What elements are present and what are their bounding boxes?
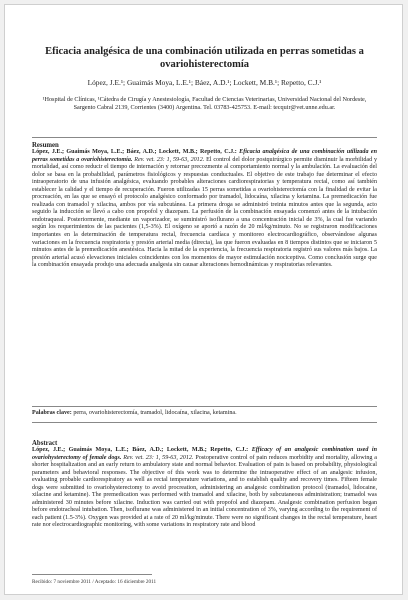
keywords-text: perra, ovariohisterectomía, tramadol, lidocaína, xilacina, ketamina. — [73, 410, 237, 416]
affiliation: ¹Hospital de Clínicas, ¹Cátedra de Cirugía y Anestesiología, Facultad de Ciencias Veterinarias, Universidad Nacional del Nordeste, Sargento Cabral 2139, Corrientes (3400) Argentina. Tel. 03783-425753. E-mail: tecquir@vet.unne.edu.ar. — [42, 96, 367, 112]
abstract-body — [32, 447, 377, 530]
abstract-citation-title: Efficacy of an analgesic combination used in ovariohysterectomy of female dogs. — [32, 447, 377, 461]
paper-page — [4, 4, 403, 595]
abstract-text: Postoperative control of pain reduces morbidity and mortality, allowing a shorter hospitalization and an early return to ambulatory state and normal behavior. Evaluation of pain is based on probability, physiological parameters and behavioral responses. The objective of this work was to determine the intraoperative effect of an analgesic infusion, evaluating probable cardiorespiratory as well as rectal temperature variations, and to establish quality and recovery times. Fifteen female dogs were submitted to ovariohysterectomy to avoid procreation, administering an analgesic combination protocol (tramadol, lidocaine, xilacine and ketamine). The premedication was performed with tramadol and xilacine, both by subcutaneous administration; tramadol was administered 30 minutes before xilacine. Induction was carried out with propofol and diazepam. Analgesic combination perfusion began before endotracheal intubation. Then, isoflurane was administered in an initial concentration of 3%, varying according to the requirement of each patient (1.5-3%). Oxygen was provided at a rate of 20 ml/kg/minute. There were no significant changes in the rectal temperature, heart rate nor electrocardiographic monitoring, with some variations in respiratory rate and blood — [32, 454, 377, 529]
footer-divider — [32, 574, 152, 575]
keywords-label: Palabras clave: — [32, 410, 72, 416]
resumen-citation-ref: Rev. vet. 23: 1, 59-63, 2012. — [134, 156, 205, 163]
keywords-divider-bottom — [32, 422, 377, 423]
abstract-citation-ref: Rev. vet. 23: 1, 59-63, 2012. — [123, 454, 194, 461]
keywords-divider-top — [32, 406, 377, 407]
author-list: López, J.E.¹; Guaimás Moya, L.E.¹; Báez, A.D.¹; Lockett, M.B.¹; Repetto, C.J.¹ — [87, 78, 322, 87]
paper-title: Eficacia analgésica de una combinación utilizada en perras sometidas a ovariohisterectomía — [45, 46, 364, 70]
section-divider-top — [32, 137, 377, 138]
received-accepted-dates: Recibido: 7 noviembre 2011 / Aceptado: 16 diciembre 2011 — [32, 579, 157, 585]
resumen-citation-authors: López, J.E.; Guaimás Moya, L.E.; Báez, A.D.; Lockett, M.B.; Repetto, C.J.: — [32, 149, 237, 155]
resumen-text: El control del dolor postquirúrgico permite disminuir la morbilidad y mortalidad, así como reducir el tiempo de internación y retornar precozmente al comportamiento normal y la ambulación. La evaluación del dolor se basa en la probabilidad, parámetros fisiológicos y respuestas conductuales. El objetivo de este trabajo fue determinar el efecto intraoperatorio de una infusión analgésica, evaluando probables alteraciones cardiorespiratorias y temperatura rectal, como así también establecer la calidad y el tiempo de recuperación. Fueron utilizadas 15 perras sometidas a ovariohisterectomía con la finalidad de evitar la procreación, en las que se ensayó el protocolo analgésico conformado por tramadol, lidocaína, xilacina y ketamina. La premedicación fue realizada con tramadol y xilacina, ambos por vía subcutánea. La primera droga se administró treinta minutos antes que la segunda, acto seguido la inducción se llevó a cabo con propofol y diazepam. La perfusión de la combinación ensayada comenzó antes de la intubación endotraqueal. Posteriormente, mediante un vaporizador, se suministró isoflurano a una concentración inicial de 3%, la cual fue variando según los requerimientos de las pacientes (1,5-3%). El oxígeno se aportó a razón de 20 ml/kg/minuto. No se registraron modificaciones importantes en la determinación de temperatura rectal, frecuencia cardíaca y monitoreo electrocardiográfico, observándose algunas variaciones en la frecuencia respiratoria y presión arterial media (directa), las que fueron evaluadas en 8 tiempos distintos que se iniciaron 5 minutos antes de la premedicación anestésica. Hacia la mitad de la experiencia, la frecuencia respiratoria registró sus valores más bajos. La presión arterial acusó elevaciones iniciales coincidentes con los momentos de mayor estimulación nociceptiva. Como conclusión surge que la combinación ensayada produjo una adecuada analgesia sin causar alteraciones hemodinámicas y respiratorias relevantes. — [32, 156, 378, 269]
resumen-citation-title: Eficacia analgésica de una combinación utilizada en perras sometidas a ovariohisterectomía. — [32, 149, 377, 163]
resumen-heading: Resumen — [32, 142, 59, 149]
keywords — [32, 410, 377, 418]
abstract-heading: Abstract — [32, 440, 58, 447]
resumen-body — [32, 149, 377, 270]
abstract-citation-authors: López, J.E.; Guaimás Moya, L.E.; Báez, A.D.; Lockett, M.B.; Repetto, C.J.: — [32, 447, 249, 453]
